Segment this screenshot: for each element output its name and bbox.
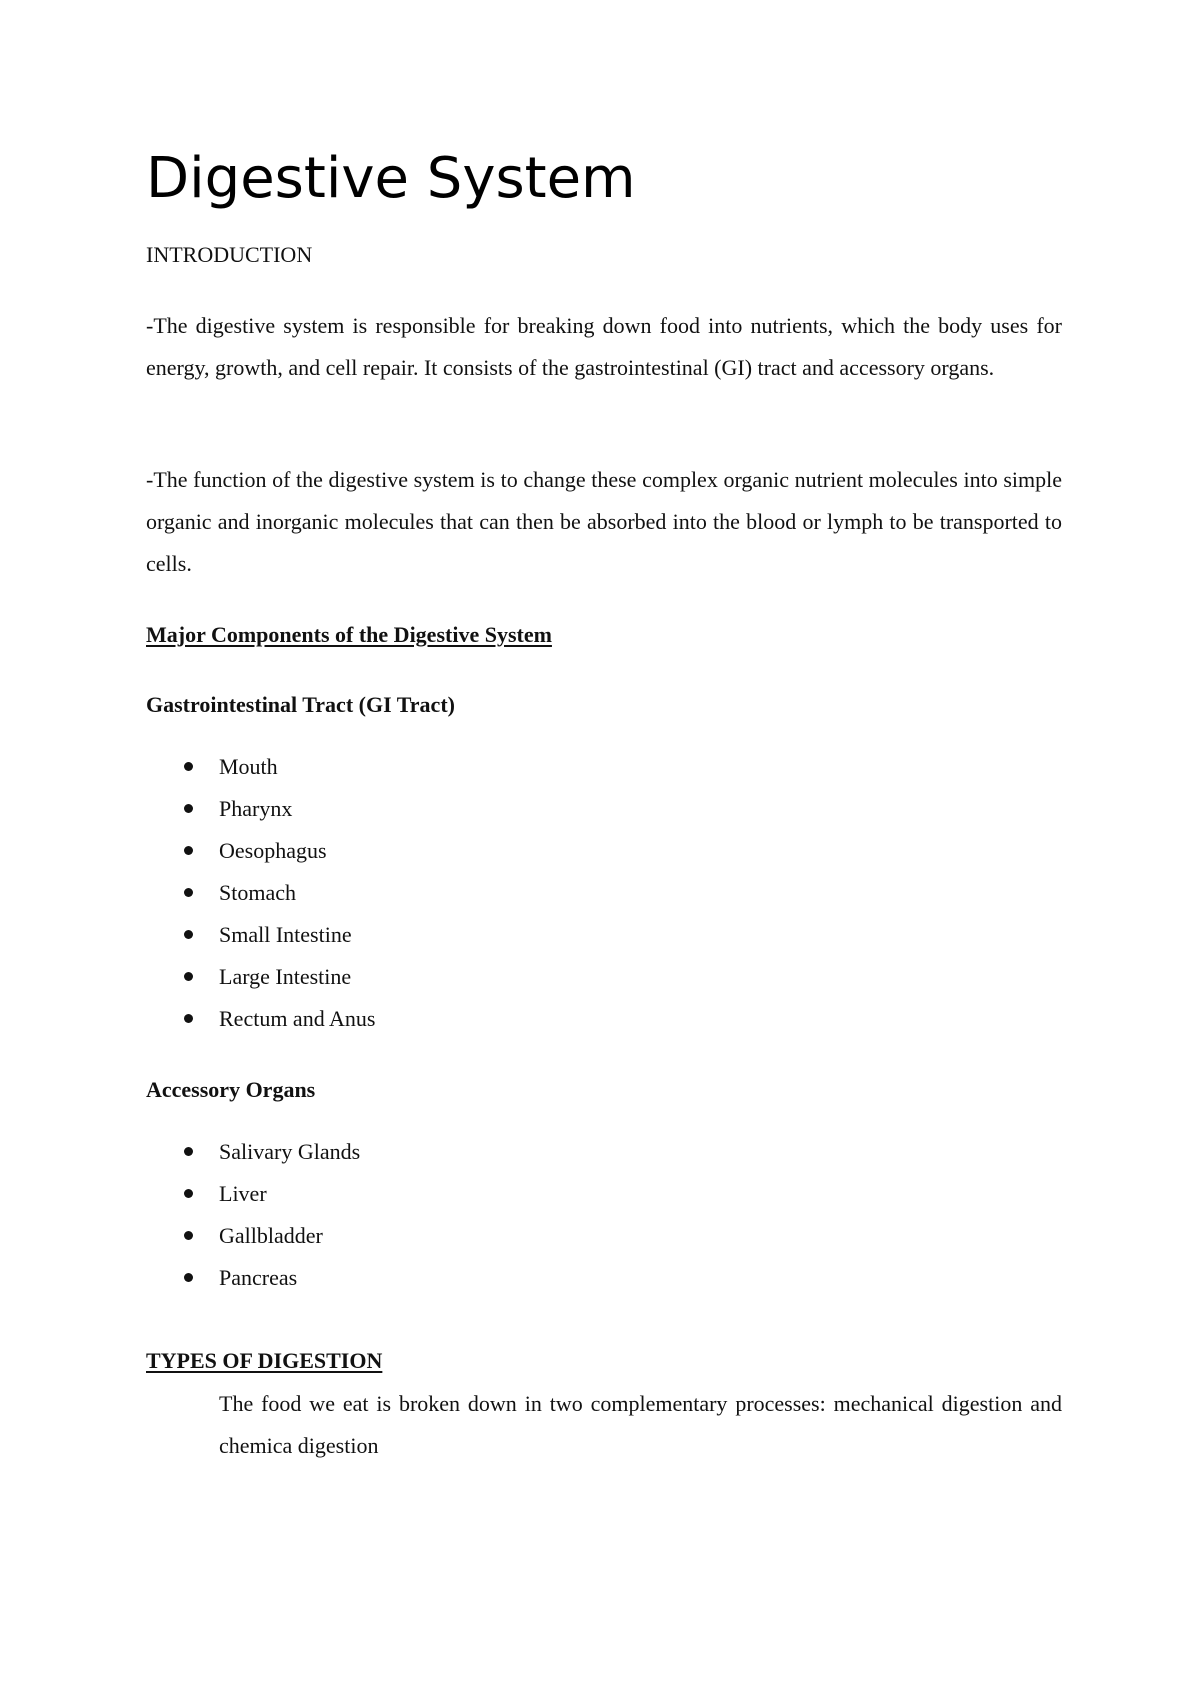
- list-item: [146, 1173, 1062, 1215]
- types-heading: TYPES OF DIGESTION: [146, 1348, 383, 1373]
- accessory-heading-block: [146, 1075, 1062, 1105]
- introduction-paragraph-1-block: [146, 305, 1062, 389]
- list-item: [146, 872, 1062, 914]
- accessory-list: [146, 1131, 1062, 1299]
- types-heading-block: [146, 1346, 1062, 1376]
- bullet-icon: [184, 1189, 193, 1198]
- bullet-icon: [184, 846, 193, 855]
- introduction-heading-block: [146, 240, 1062, 270]
- list-item: [146, 746, 1062, 788]
- list-item-label: Mouth: [219, 754, 278, 779]
- list-item: [146, 788, 1062, 830]
- list-item: [146, 1131, 1062, 1173]
- list-item: [146, 956, 1062, 998]
- types-paragraph-block: [219, 1383, 1062, 1467]
- bullet-icon: [184, 762, 193, 771]
- list-item-label: Rectum and Anus: [219, 1006, 376, 1031]
- bullet-icon: [184, 804, 193, 813]
- accessory-list-block: [146, 1131, 1062, 1299]
- bullet-icon: [184, 1147, 193, 1156]
- list-item: [146, 998, 1062, 1040]
- list-item: [146, 1215, 1062, 1257]
- gi-tract-heading: Gastrointestinal Tract (GI Tract): [146, 692, 455, 717]
- list-item: [146, 914, 1062, 956]
- introduction-paragraph-2-block: [146, 459, 1062, 585]
- gi-tract-list-block: [146, 746, 1062, 1040]
- list-item: [146, 1257, 1062, 1299]
- gi-tract-heading-block: [146, 690, 1062, 720]
- gi-tract-list: [146, 746, 1062, 1040]
- components-heading: Major Components of the Digestive System: [146, 622, 552, 647]
- list-item: [146, 830, 1062, 872]
- bullet-icon: [184, 1273, 193, 1282]
- list-item-label: Pharynx: [219, 796, 293, 821]
- accessory-heading: Accessory Organs: [146, 1077, 316, 1102]
- introduction-heading: INTRODUCTION: [146, 242, 313, 267]
- list-item-label: Salivary Glands: [219, 1139, 361, 1164]
- bullet-icon: [184, 1014, 193, 1023]
- list-item-label: Small Intestine: [219, 922, 352, 947]
- bullet-icon: [184, 1231, 193, 1240]
- components-heading-block: [146, 620, 1062, 650]
- bullet-icon: [184, 930, 193, 939]
- list-item-label: Large Intestine: [219, 964, 352, 989]
- bullet-icon: [184, 888, 193, 897]
- list-item-label: Stomach: [219, 880, 296, 905]
- document-title: Digestive System: [146, 146, 636, 211]
- list-item-label: Oesophagus: [219, 838, 327, 863]
- bullet-icon: [184, 972, 193, 981]
- list-item-label: Liver: [219, 1181, 267, 1206]
- list-item-label: Gallbladder: [219, 1223, 323, 1248]
- list-item-label: Pancreas: [219, 1265, 298, 1290]
- introduction-paragraph-1: -The digestive system is responsible for breaking down food into nutrients, which the body uses for energy, growth, and cell repair. It consists of the gastrointestinal (GI) tract and accessory organs.: [146, 313, 1062, 380]
- introduction-paragraph-2: -The function of the digestive system is to change these complex organic nutrient molecules into simple organic and inorganic molecules that can then be absorbed into the blood or lymph to be transported to cells.: [146, 467, 1062, 576]
- types-paragraph: The food we eat is broken down in two complementary processes: mechanical digestion and chemica digestion: [219, 1391, 1062, 1458]
